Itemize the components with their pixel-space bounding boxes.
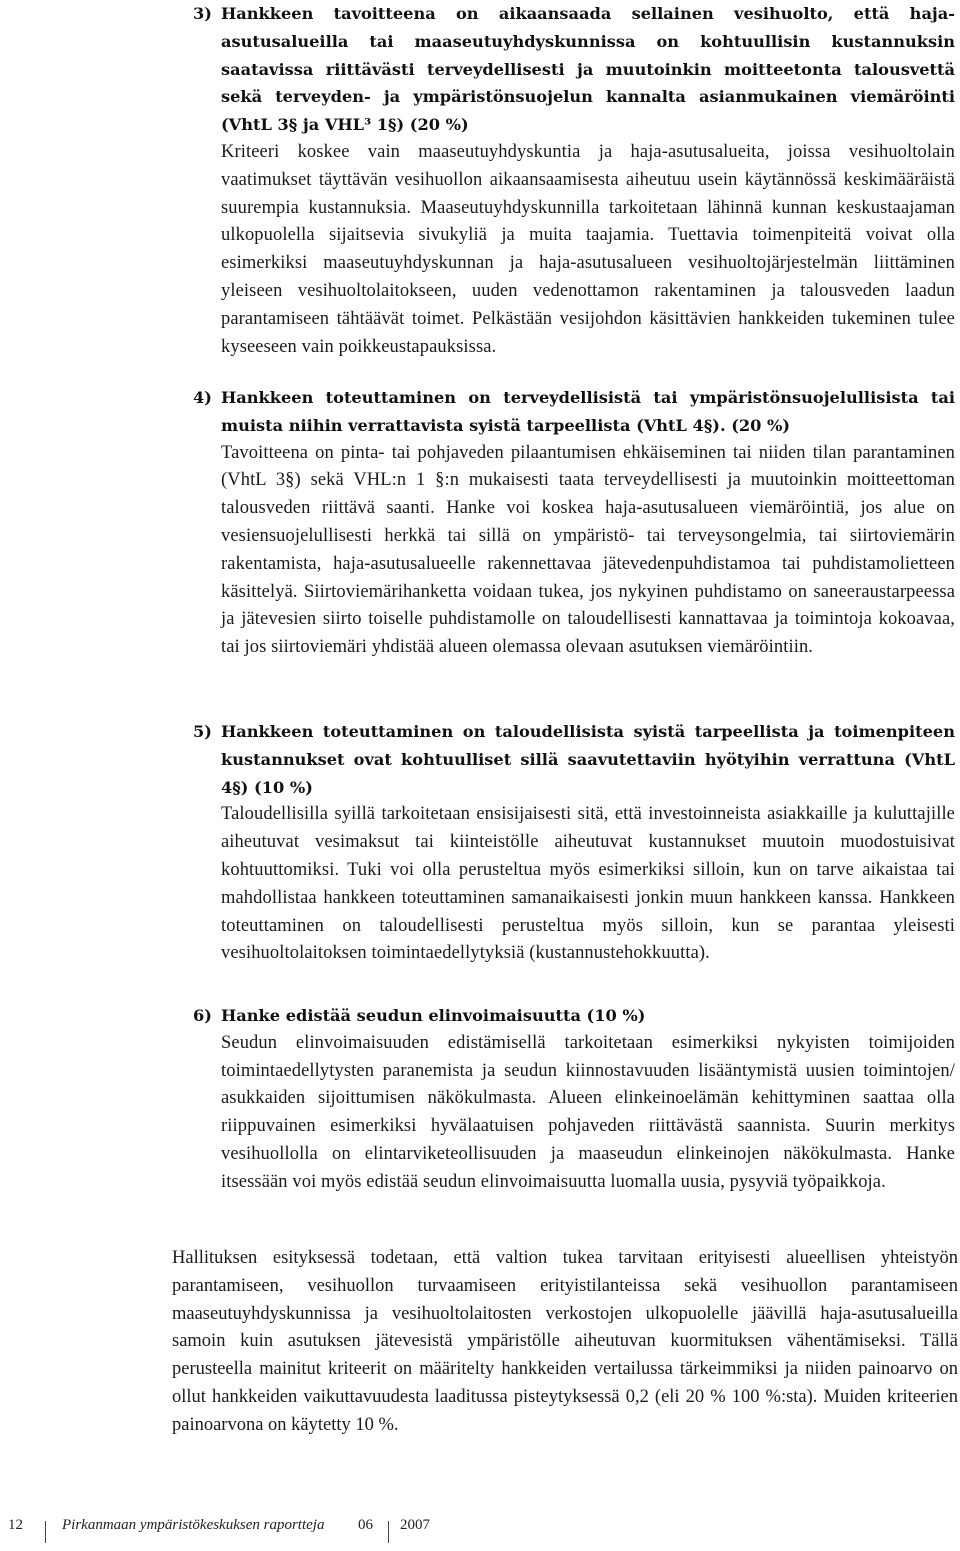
criterion-heading [193, 384, 955, 440]
criterion-title: Hankkeen toteuttaminen on terveydellisistä tai ympäristönsuojelullisista tai muista niihin verrattavista syistä tarpeellista (VhtL 4§). (20 %) [221, 388, 955, 435]
criterion-title: Hankkeen toteuttaminen on taloudellisista syistä tarpeellista ja toimenpiteen kustannukset ovat kohtuulliset sillä saavutettaviin hyötyihin verrattuna (VhtL 4§) (10 %) [221, 722, 955, 797]
criterion-description: Taloudellisilla syillä tarkoitetaan ensisijaisesti sitä, että investoinneista asiakkaille ja kuluttajille aiheutuvat vesimaksut tai kiinteistölle aiheutuvat kustannukset muutoin muodostuisivat kohtuuttomiksi. Tuki voi olla perusteltua myös esimerkiksi silloin, kun on tarve aikaistaa tai mahdollistaa hankkeen toteuttaminen samanaikaisesti jonkin muun hankkeen kanssa. Hankkeen toteuttaminen on taloudellisesti perusteltua myös silloin, kun se parantaa yleisesti vesihuoltolaitoksen toimintaedellytyksiä (kustannustehokkuutta). [221, 804, 955, 964]
criterion-title: Hankkeen tavoitteena on aikaansaada sellainen vesihuolto, että haja-asutusalueilla tai maaseutuyhdyskunnissa on kohtuullisin kustannuksin saatavissa riittävästi terveydellisesti ja muutoinkin moitteetonta talousvettä sekä terveyden- ja ympäristönsuojelun kannalta asianmukainen viemäröinti (VhtL 3§ ja VHL³ 1§) (20 %) [221, 4, 955, 135]
criterion-heading [193, 1002, 955, 1030]
footer-divider [388, 1521, 389, 1543]
criterion-heading [193, 718, 955, 801]
publication-title: Pirkanmaan ympäristökeskuksen raportteja [62, 1516, 325, 1533]
criterion-number: 6) [193, 1006, 212, 1025]
criterion-5 [193, 718, 955, 968]
criterion-description: Seudun elinvoimaisuuden edistämisellä tarkoitetaan esimerkiksi nykyisten toimijoiden toimintaedellytysten paranemista ja seudun kiinnostavuuden lisääntymistä uusien toimintojen/ asukkaiden sijoittumisen näkökulmasta. Alueen elinkeinoelämän kehittyminen saattaa olla riippuvainen esimerkiksi hyvälaatuisen pohjaveden riittävästä saannista. Suurin merkitys vesihuollolla on elintarviketeollisuuden ja maaseudun elinkeinojen näkökulmasta. Hanke itsessään voi myös edistää seudun elinvoimaisuutta luomalla uusia, pysyviä työpaikkoja. [221, 1032, 955, 1192]
criterion-description: Tavoitteena on pinta- tai pohjaveden pilaantumisen ehkäiseminen tai niiden tilan parantaminen (VhtL 3§) sekä VHL:n 1 §:n mukaisesti taata terveydellisesti ja muutoinkin moitteettoman talousveden riittävä saanti. Hanke voi koskea haja-asutusalueen viemäröintiä, jos alue on vesiensuojelullisesti herkkä tai sillä on ympäristö- tai terveysongelmia, tai siirtoviemärin rakentamista, haja-asutusalueelle rakennettavaa jätevedenpuhdistamoa tai puhdistamolietteen käsittelyä. Siirtoviemärihanketta voidaan tukea, jos nykyinen puhdistamo on saneeraustarpeessa ja jätevesien siirto toiselle puhdistamolle on taloudellisesti kannattavaa ja toimintoja kokoavaa, tai jos siirtoviemäri yhdistää alueen olemassa olevaan asutuksen viemäröintiin. [221, 442, 955, 658]
criterion-number: 5) [193, 722, 212, 741]
publication-year: 2007 [400, 1516, 430, 1533]
criterion-3 [193, 0, 955, 361]
criterion-heading [193, 0, 955, 139]
criterion-number: 3) [193, 4, 212, 23]
criterion-description: Kriteeri koskee vain maaseutuyhdyskuntia ja haja-asutusalueita, joissa vesihuoltolain vaatimukset täyttävän vesihuollon aikaansaamisesta aiheutuu usein käytännössä keskimääräistä suurempia kustannuksia. Maaseutuyhdyskunnilla tarkoitetaan lähinnä kunnan keskustaajaman ulkopuolella sijaitsevia sivukyliä ja muita taajamia. Tuettavia toimenpiteitä voivat olla esimerkiksi maaseutuyhdyskunnan ja haja-asutusalueen vesihuoltojärjestelmän liittäminen yleiseen vesihuoltolaitokseen, uuden vedenottamon rakentaminen ja talousveden laadun parantamiseen tähtäävät toimet. Pelkästään vesijohdon käsittävien hankkeiden tukeminen tulee kyseeseen vain poikkeustapauksissa. [221, 141, 955, 357]
criterion-title: Hanke edistää seudun elinvoimaisuutta (10 %) [221, 1006, 646, 1025]
criterion-number: 4) [193, 388, 212, 407]
footer-divider [45, 1521, 46, 1543]
criterion-6 [193, 1002, 955, 1197]
issue-number: 06 [358, 1516, 373, 1533]
criterion-4 [193, 384, 955, 662]
page-number: 12 [8, 1516, 23, 1533]
summary-paragraph: Hallituksen esityksessä todetaan, että valtion tukea tarvitaan erityisesti alueellisen yhteistyön parantamiseen, vesihuollon turvaamiseen erityistilanteissa sekä vesihuollon parantamiseen maaseutuyhdyskunnissa ja vesihuoltolaitosten verkostojen ulkopuolelle jäävillä haja-asutusalueilla samoin kuin asutuksen jätevesistä ympäristölle aiheutuvan kuormituksen vähentämiseksi. Tällä perusteella mainitut kriteerit on määritelty hankkeiden vertailussa tärkeimmiksi ja niiden painoarvo on ollut hankkeiden vaikuttavuudesta laaditussa pisteytyksessä 0,2 (eli 20 % 100 %:sta). Muiden kriteerien painoarvona on käytetty 10 %. [172, 1248, 958, 1435]
